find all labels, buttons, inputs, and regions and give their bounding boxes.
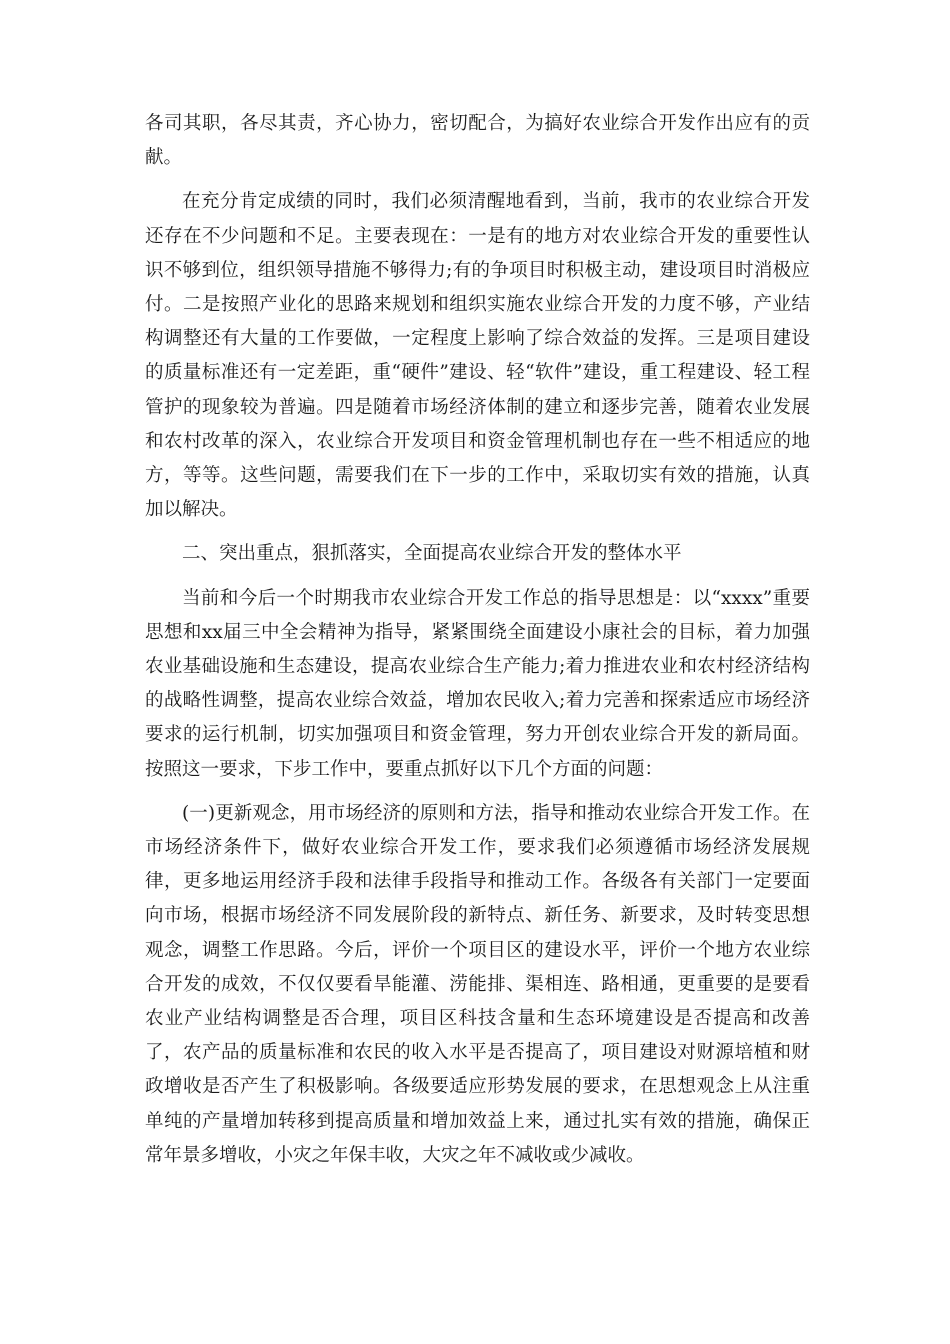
paragraph: 在充分肯定成绩的同时，我们必须清醒地看到，当前，我市的农业综合开发还存在不少问题和不足。主要表现在：一是有的地方对农业综合开发的重要性认识不够到位，组织领导措施不够得力;有的争项目时积极主动，建设项目时消极应付。二是按照产业化的思路来规划和组织实施农业综合开发的力度不够，产业结构调整还有大量的工作要做，一定程度上影响了综合效益的发挥。三是项目建设的质量标准还有一定差距，重“硬件”建设、轻“软件”建设，重工程建设、轻工程管护的现象较为普遍。四是随着市场经济体制的建立和逐步完善，随着农业发展和农村改革的深入，农业综合开发项目和资金管理机制也存在一些不相适应的地方，等等。这些问题，需要我们在下一步的工作中，采取切实有效的措施，认真加以解决。	[145, 191, 810, 521]
paragraph: 当前和今后一个时期我市农业综合开发工作总的指导思想是：以“xxxx”重要思想和xx届三中全会精神为指导，紧紧围绕全面建设小康社会的目标，着力加强农业基础设施和生态建设，提高农业综合生产能力;着力推进农业和农村经济结构的战略性调整，提高农业综合效益，增加农民收入;着力完善和探索适应市场经济要求的运行机制，切实加强项目和资金管理，努力开创农业综合开发的新局面。按照这一要求，下步工作中，要重点抓好以下几个方面的问题：	[145, 587, 810, 780]
paragraph: (一)更新观念，用市场经济的原则和方法，指导和推动农业综合开发工作。在市场经济条件下，做好农业综合开发工作，要求我们必须遵循市场经济发展规律，更多地运用经济手段和法律手段指导和推动工作。各级各有关部门一定要面向市场，根据市场经济不同发展阶段的新特点、新任务、新要求，及时转变思想观念，调整工作思路。今后，评价一个项目区的建设水平，评价一个地方农业综合开发的成效，不仅仅要看旱能灌、涝能排、渠相连、路相通，更重要的是要看农业产业结构调整是否合理，项目区科技含量和生态环境建设是否提高和改善了，农产品的质量标准和农民的收入水平是否提高了，项目建设对财源培植和财政增收是否产生了积极影响。各级要适应形势发展的要求，在思想观念上从注重单纯的产量增加转移到提高质量和增加效益上来，通过扎实有效的措施，确保正常年景多增收，小灾之年保丰收，大灾之年不减收或少减收。	[145, 802, 810, 1166]
document-body	[145, 107, 810, 1183]
paragraph: 各司其职，各尽其责，齐心协力，密切配合，为搞好农业综合开发作出应有的贡献。	[145, 113, 810, 169]
section-heading: 二、突出重点，狠抓落实，全面提高农业综合开发的整体水平	[182, 543, 682, 565]
